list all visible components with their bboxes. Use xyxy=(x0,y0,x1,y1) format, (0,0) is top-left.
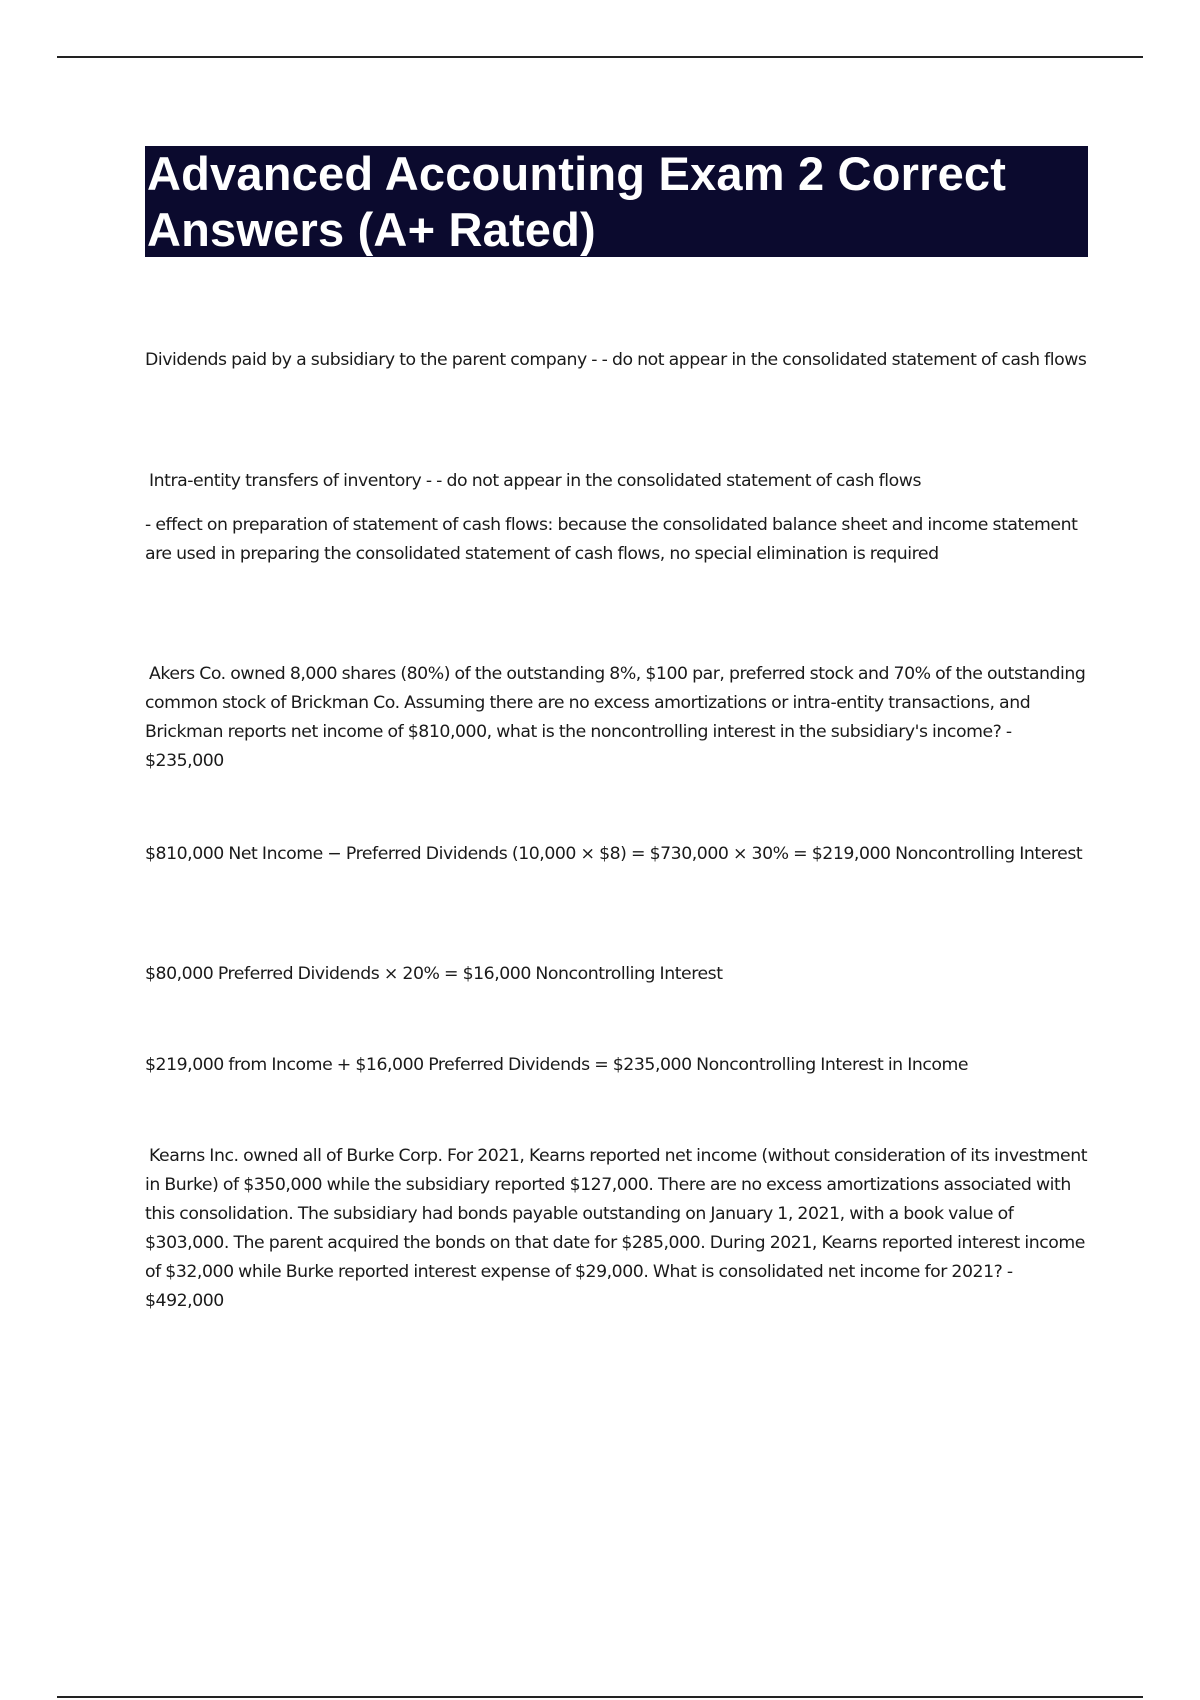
qa-paragraph-effect-on-cash-flows: - effect on preparation of statement of cash flows: because the consolidated balance sheet and income statement are used in preparing the consolidated statement of cash flows, no special elimination is required xyxy=(145,515,1078,564)
title-banner xyxy=(145,146,1088,257)
header-rule xyxy=(57,56,1143,58)
footer-rule xyxy=(57,1696,1143,1698)
qa-paragraph-kearns-question: Kearns Inc. owned all of Burke Corp. For 2021, Kearns reported net income (without consideration of its investment in Burke) of $350,000 while the subsidiary reported $127,000. There are no excess amortizations associated with this consolidation. The subsidiary had bonds payable outstanding on January 1, 2021, with a book value of $303,000. The parent acquired the bonds on that date for $285,000. During 2021, Kearns reported interest income of $32,000 while Burke reported interest expense of $29,000. What is consolidated net income for 2021? - $492,000 xyxy=(145,1146,1088,1311)
qa-paragraph-calc-net-income: $810,000 Net Income − Preferred Dividends (10,000 × $8) = $730,000 × 30% = $219,000 Noncontrolling Interest xyxy=(145,844,1083,864)
qa-paragraph-calc-total: $219,000 from Income + $16,000 Preferred Dividends = $235,000 Noncontrolling Interest in Income xyxy=(145,1055,969,1075)
qa-paragraph-intra-entity-inventory: Intra-entity transfers of inventory - - do not appear in the consolidated statement of cash flows xyxy=(149,471,922,491)
qa-paragraph-akers-question: Akers Co. owned 8,000 shares (80%) of the outstanding 8%, $100 par, preferred stock and 70% of the outstanding common stock of Brickman Co. Assuming there are no excess amortizations or intra-entity transactions, and Brickman reports net income of $810,000, what is the noncontrolling interest in the subsidiary's income? - $235,000 xyxy=(145,664,1086,771)
qa-paragraph-calc-preferred: $80,000 Preferred Dividends × 20% = $16,000 Noncontrolling Interest xyxy=(145,964,723,984)
qa-paragraph-dividends: Dividends paid by a subsidiary to the parent company - - do not appear in the consolidated statement of cash flows xyxy=(145,350,1087,370)
document-title: Advanced Accounting Exam 2 Correct Answers (A+ Rated) xyxy=(147,147,1007,256)
